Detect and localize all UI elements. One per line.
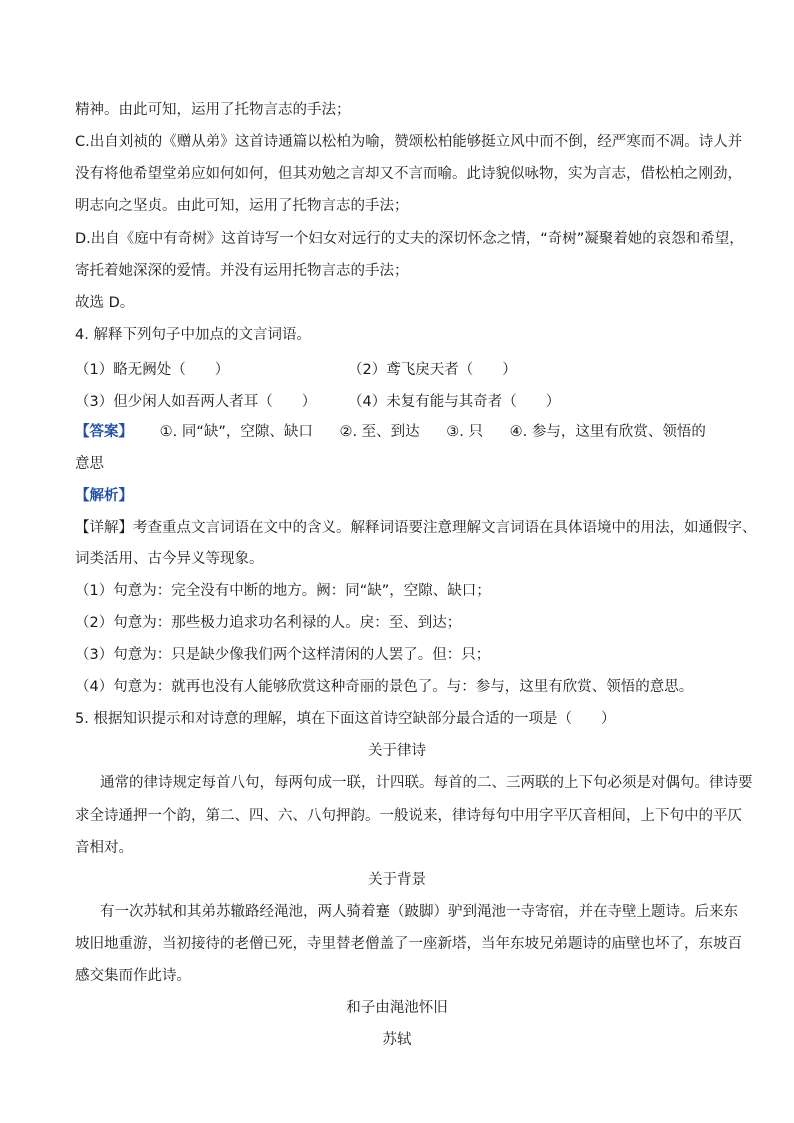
poem-title: 和子由渑池怀旧 [346,1000,448,1016]
paragraph-line: 通常的律诗规定每首八句，每两句成一联，计四联。每首的二、三两联的上下句必须是对偶句。律诗要 [100,775,753,791]
answer-item-3: ③. 只 [446,424,484,440]
answer-item-2: ②. 至、到达 [339,424,420,440]
subquestion-4: （4）未复有能与其奇者（ ） [348,394,561,410]
paragraph-line: 感交集而作此诗。 [75,968,191,984]
detail-line [75,518,757,538]
option-d-line: D.出自《庭中有奇树》这首诗写一个妇女对远行的丈夫的深切怀念之情，“奇树”凝聚着她的哀怨和希望， [75,231,744,247]
poem-author: 苏轼 [382,1032,412,1048]
detail-tag: 【详解】 [75,520,133,536]
answer-choice: 故选 D。 [75,295,135,311]
explanation-1: （1）句意为：完全没有中断的地方。阙：同“缺”，空隙、缺口； [75,583,491,599]
explanation-4: （4）句意为：就再也没有人能够欣赏这种奇丽的景色了。与：参与，这里有欣赏、领悟的意思。 [75,679,694,695]
section-heading-background: 关于背景 [368,872,426,888]
answer-item-1: ①. 同“缺”，空隙、缺口 [159,424,313,440]
text-line: 没有将他希望堂弟应如何如何，但其劝勉之言却又不言而喻。此诗貌似咏物，实为言志，借松柏之刚劲， [75,166,742,182]
question-4-title: 4. 解释下列句子中加点的文言词语。 [75,327,311,343]
text-line: 词类活用、古今异义等现象。 [75,551,264,567]
subquestion-3: （3）但少闲人如吾两人者耳（ ） [75,394,317,410]
detail-text: 考查重点文言词语在文中的含义。解释词语要注意理解文言词语在具体语境中的用法，如通假字、 [133,520,757,536]
section-heading-lvshi: 关于律诗 [368,743,426,759]
paragraph-line: 求全诗通押一个韵，第二、四、六、八句押韵。一般说来，律诗每句中用字平仄音相间，上下句中的平仄 [75,808,742,824]
text-line: 寄托着她深深的爱情。并没有运用托物言志的手法； [75,263,409,279]
subquestion-1: （1）略无阙处（ ） [75,362,230,378]
subquestion-2: （2）鸢飞戾天者（ ） [348,362,517,378]
analysis-tag: 【解析】 [75,488,133,504]
paragraph-line: 音相对。 [75,840,133,856]
answer-tag: 【答案】 [75,424,133,440]
explanation-3: （3）句意为：只是缺少像我们两个这样清闲的人罢了。但：只； [75,647,491,663]
text-line: 明志向之坚贞。由此可知，运用了托物言志的手法； [75,198,409,214]
answer-line [75,422,706,442]
answer-continuation: 意思 [75,456,104,472]
text-line: 精神。由此可知，运用了托物言志的手法； [75,102,351,118]
explanation-2: （2）句意为：那些极力追求功名利禄的人。戾：至、到达； [75,615,462,631]
question-5-title: 5. 根据知识提示和对诗意的理解，填在下面这首诗空缺部分最合适的一项是（ ） [75,711,616,727]
answer-item-4: ④. 参与，这里有欣赏、领悟的 [509,424,706,440]
paragraph-line: 坡旧地重游，当初接待的老僧已死，寺里替老僧盖了一座新塔，当年东坡兄弟题诗的庙壁也坏了，东坡百 [75,936,742,952]
paragraph-line: 有一次苏轼和其弟苏辙路经渑池，两人骑着蹇（跛脚）驴到渑池一寺寄宿，并在寺壁上题诗。后来东 [100,904,738,920]
option-c-line: C.出自刘祯的《赠从弟》这首诗通篇以松柏为喻，赞颂松柏能够挺立风中而不倒，经严寒而不凋。诗人并 [75,134,743,150]
